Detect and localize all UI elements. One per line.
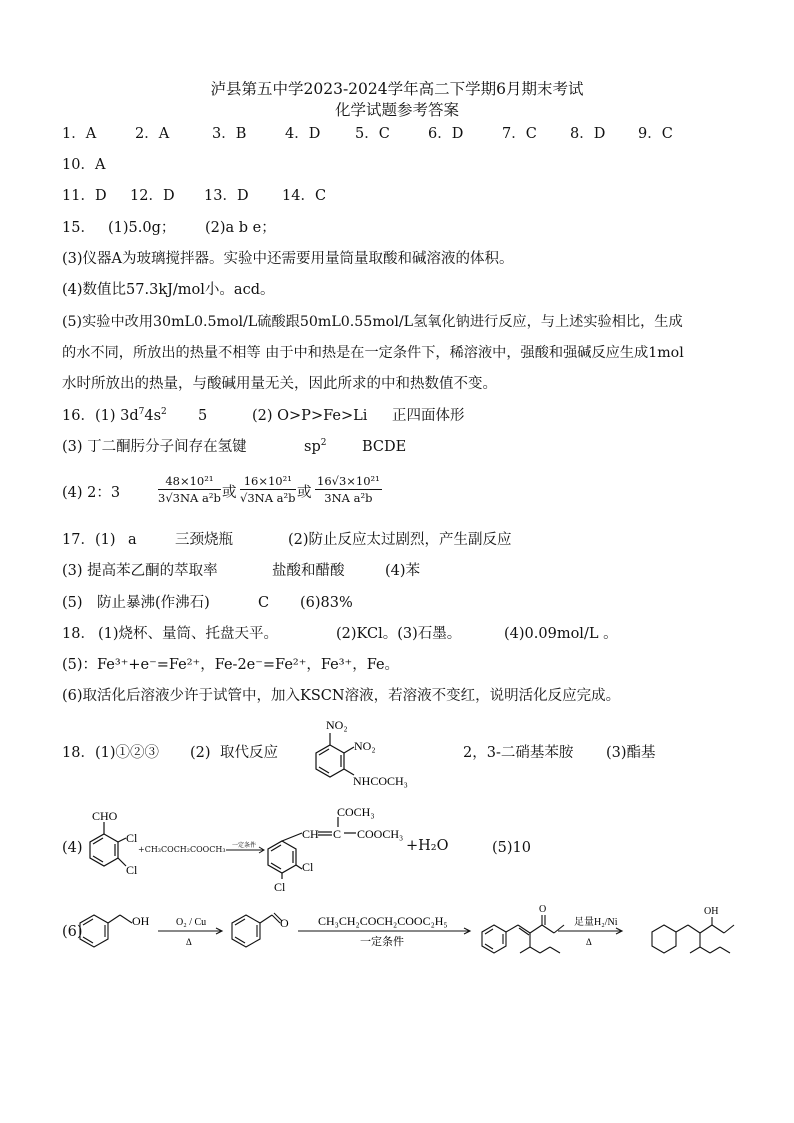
mc-answer: 6．D bbox=[428, 126, 464, 142]
q16-answer: BCDE bbox=[362, 439, 407, 455]
fraction-numerator: 48×10²¹ bbox=[158, 474, 221, 490]
q18-line: (6)取活化后溶液少许于试管中，加入KSCN溶液，若溶液不变红，说明活化反应完成。 bbox=[62, 688, 621, 704]
mc-answer: 2．A bbox=[135, 126, 170, 142]
q18b-number: 18．(1)①②③ bbox=[62, 745, 159, 761]
fraction-denominator: 3√3NA a²b bbox=[158, 491, 221, 505]
q18-number: 18． bbox=[62, 626, 95, 642]
q18b-answer: 2，3-二硝基苯胺 bbox=[463, 745, 574, 761]
q15-answer: (2)a b e； bbox=[205, 220, 276, 236]
mc-answer: 12．D bbox=[130, 188, 175, 204]
acetyl-label: COCH₃ bbox=[337, 805, 375, 819]
reaction-4-product bbox=[262, 805, 412, 895]
page-title: 泸县第五中学2023-2024学年高二下学期6月期末考试 bbox=[210, 80, 584, 98]
density-fraction-3 bbox=[315, 474, 382, 505]
mc-answer: 4．D bbox=[285, 126, 321, 142]
reaction-4-reactant bbox=[74, 810, 144, 882]
q18-line: (5)：Fe³⁺+e⁻=Fe²⁺，Fe-2e⁻=Fe²⁺，Fe³⁺，Fe。 bbox=[62, 657, 400, 673]
condition-label: Δ bbox=[186, 937, 192, 947]
or-text: 或 bbox=[297, 485, 312, 501]
q16-sup: 2 bbox=[161, 407, 167, 418]
q15-line: (5)实验中改用30mL0.5mol/L硫酸跟50mL0.55mol/L氢氧化钠进行反应，与上述实验相比，生成 bbox=[62, 314, 683, 330]
chloro-label: Cl bbox=[126, 863, 138, 877]
q18b-answer: (2) bbox=[190, 745, 211, 761]
fraction-denominator: 3NA a²b bbox=[324, 491, 373, 505]
q18b-answer: 取代反应 bbox=[220, 745, 278, 761]
mc-answer: 14．C bbox=[282, 188, 327, 204]
mc-answer: 9．C bbox=[638, 126, 673, 142]
mc-answer: 7．C bbox=[502, 126, 537, 142]
q16-answer bbox=[304, 437, 326, 457]
q18b-answer: (3)酯基 bbox=[606, 745, 656, 761]
condition-label: Δ bbox=[586, 937, 592, 947]
condition-label: 足量H₂/Ni bbox=[574, 917, 618, 928]
q16-answer: 5 bbox=[198, 408, 208, 424]
q17-answer: (5) bbox=[62, 595, 83, 611]
q17-answer: (4)苯 bbox=[385, 563, 421, 579]
q18-answer: (4)0.09mol/L 。 bbox=[504, 626, 618, 642]
q16-text: 4s bbox=[144, 408, 162, 424]
q17-answer: 盐酸和醋酸 bbox=[272, 563, 345, 579]
condition-label: O₂ / Cu bbox=[176, 917, 207, 928]
q18b-label: (4) bbox=[62, 840, 83, 856]
q16-sup: 7 bbox=[138, 407, 145, 418]
q18-answer: (2)KCl。(3)石墨。 bbox=[336, 626, 462, 642]
carbonyl-label: O bbox=[280, 916, 289, 930]
q18b-answer: (5)10 bbox=[492, 840, 531, 856]
chloro-label: Cl bbox=[126, 831, 138, 845]
synthesis-route bbox=[74, 895, 764, 965]
q16-text: sp bbox=[304, 439, 321, 455]
q15-line: 水时所放出的热量，与酸碱用量无关，因此所求的中和热数值不变。 bbox=[62, 376, 497, 392]
mc-answer: 11．D bbox=[62, 188, 107, 204]
mc-answer: 8．D bbox=[570, 126, 606, 142]
fraction-numerator: 16×10²¹ bbox=[240, 474, 296, 490]
q17-answer: 17．(1) bbox=[62, 532, 116, 548]
q16-answer: (4) 2：3 bbox=[62, 485, 121, 501]
chloro-label: Cl bbox=[302, 860, 314, 874]
hydroxyl-label: OH bbox=[704, 906, 719, 917]
q16-answer: 正四面体形 bbox=[392, 408, 465, 424]
amide-group-label: NHCOCH₃ bbox=[353, 774, 408, 788]
fraction-denominator: √3NA a²b bbox=[240, 491, 296, 505]
q17-answer: (2)防止反应太过剧烈，产生副反应 bbox=[288, 532, 512, 548]
q16-sup: 2 bbox=[320, 438, 327, 449]
q15-line: (3)仪器A为玻璃搅拌器。实验中还需要用量筒量取酸和碱溶液的体积。 bbox=[62, 251, 514, 267]
condition-label: 一定条件 bbox=[360, 936, 404, 948]
fraction-numerator: 16√3×10²¹ bbox=[317, 474, 380, 488]
q16-text: 16．(1) 3d bbox=[62, 408, 139, 424]
q16-answer: (3) 丁二酮肟分子间存在氢键 bbox=[62, 439, 247, 455]
q16-answer: (2) O>P>Fe>Li bbox=[252, 408, 368, 424]
structure-dinitro-acetanilide bbox=[300, 715, 440, 793]
q17-answer: (3) 提高苯乙酮的萃取率 bbox=[62, 563, 218, 579]
mc-answer: 5．C bbox=[355, 126, 390, 142]
mc-answer: 13．D bbox=[204, 188, 249, 204]
mc-answer: 3．B bbox=[212, 126, 247, 142]
q15-number: 15． bbox=[62, 220, 95, 236]
aldehyde-label: CHO bbox=[92, 810, 118, 823]
q15-answer: (1)5.0g； bbox=[108, 220, 176, 236]
carbonyl-label: O bbox=[539, 904, 547, 915]
q15-line: 的水不同，所放出的热量不相等 由于中和热是在一定条件下，稀溶液中，强酸和强碱反应生成1mol bbox=[62, 345, 684, 361]
mc-answer: 1．A bbox=[62, 126, 97, 142]
q17-answer: (6)83% bbox=[300, 595, 353, 611]
q17-answer: a bbox=[128, 532, 137, 548]
q18-answer: (1)烧杯、量筒、托盘天平。 bbox=[98, 626, 279, 642]
q17-answer: 防止暴沸(作沸石) bbox=[97, 595, 210, 611]
density-fraction-2 bbox=[240, 474, 296, 505]
mc-answer: 10．A bbox=[62, 157, 106, 173]
q15-line: (4)数值比57.3kJ/mol小。acd。 bbox=[62, 282, 275, 298]
water-label: +H₂O bbox=[406, 838, 449, 854]
ester-label: COOCH₃ bbox=[357, 827, 404, 841]
reagent-label: CH₃CH₂COCH₂COOC₂H₅ bbox=[318, 914, 448, 928]
q17-answer: C bbox=[258, 595, 270, 611]
density-fraction-1 bbox=[158, 474, 221, 505]
nitro-group-label: NO₂ bbox=[354, 739, 376, 753]
q18b-label: (6) bbox=[62, 924, 83, 940]
ch-label: CH bbox=[302, 827, 319, 841]
page-subtitle: 化学试题参考答案 bbox=[334, 101, 459, 119]
c-label: C bbox=[333, 827, 342, 841]
condition-label: 一定条件 bbox=[232, 843, 257, 849]
or-text: 或 bbox=[222, 485, 237, 501]
nitro-group-label: NO₂ bbox=[326, 718, 348, 732]
q16-answer bbox=[62, 406, 167, 426]
hydroxyl-label: OH bbox=[132, 914, 150, 928]
reagent-label: +CH₃COCH₂COOCH₃ bbox=[138, 845, 226, 854]
q17-answer: 三颈烧瓶 bbox=[175, 532, 233, 548]
chloro-label: Cl bbox=[274, 880, 286, 894]
